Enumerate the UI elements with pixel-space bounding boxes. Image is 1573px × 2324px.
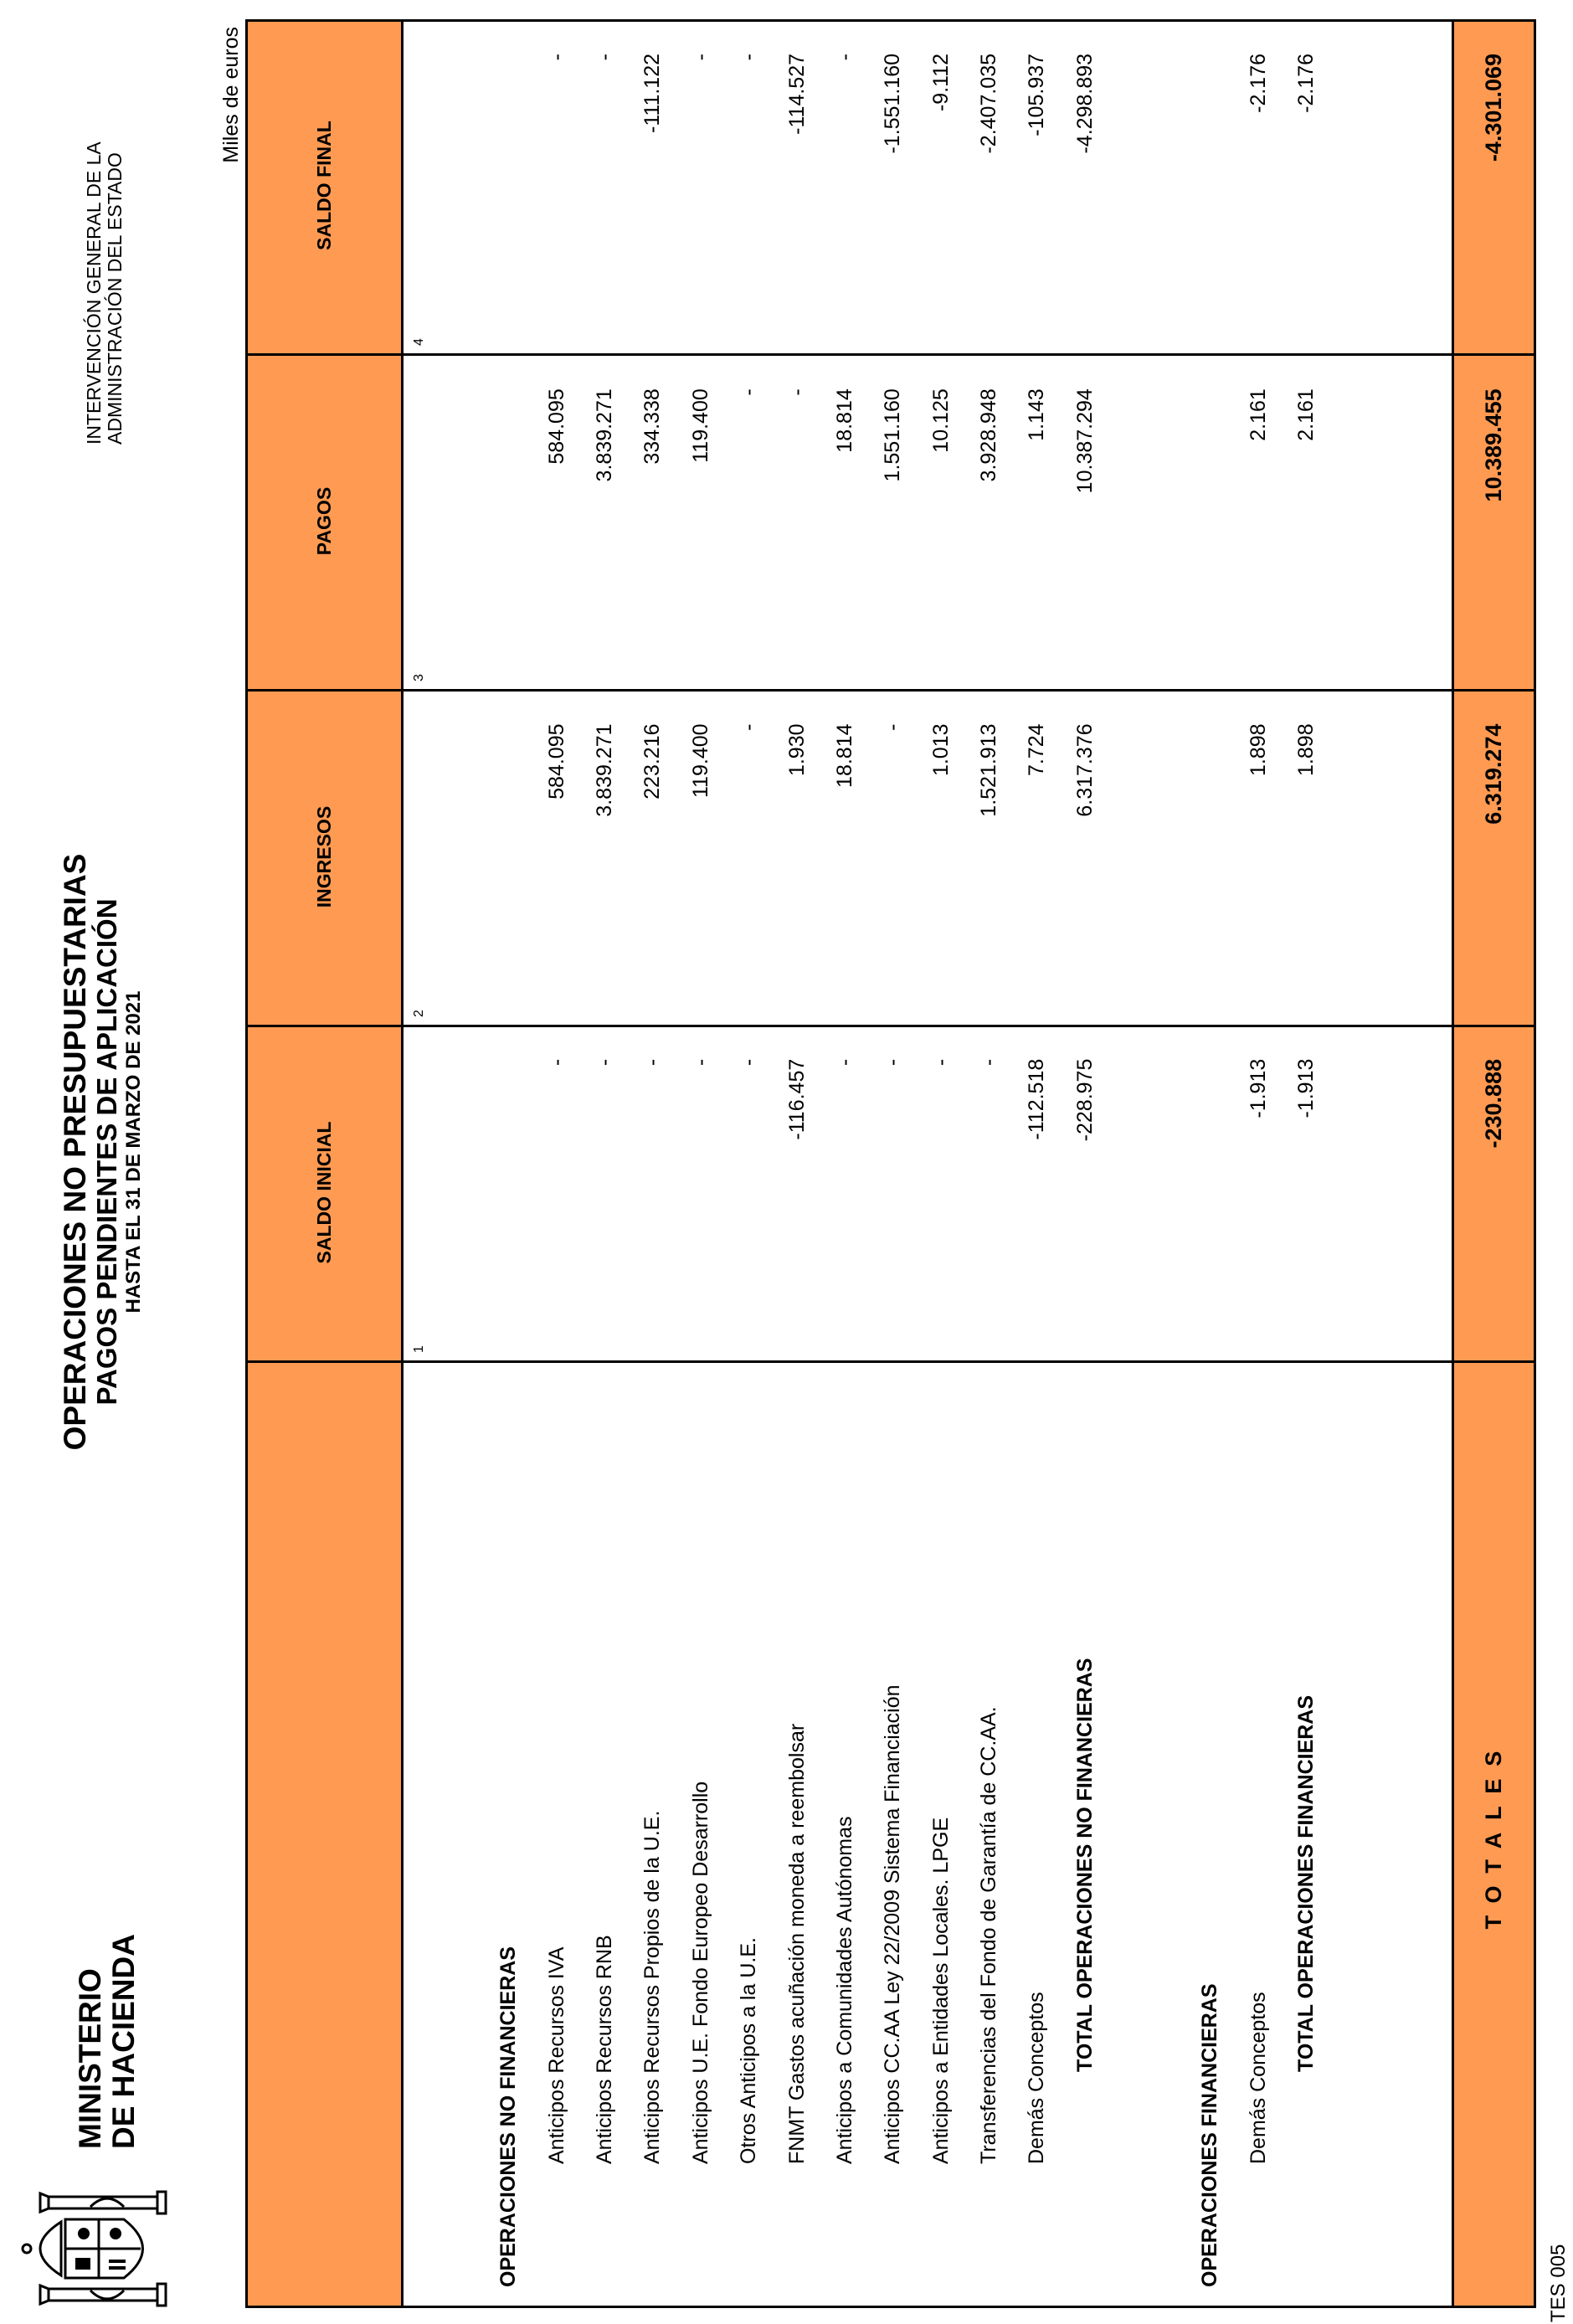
subtotal-row xyxy=(1283,22,1330,2306)
column-number: 3 xyxy=(412,674,426,681)
table-row xyxy=(1234,22,1282,2306)
row-label: Anticipos Recursos IVA xyxy=(544,1946,568,2164)
row-label: Anticipos a Comunidades Autónomas xyxy=(832,1816,856,2164)
column-header: PAGOS xyxy=(313,486,335,556)
cell-pagos: - xyxy=(784,388,809,396)
row-label: OPERACIONES NO FINANCIERAS xyxy=(496,1946,521,2287)
cell-pagos: 2.161 xyxy=(1246,388,1270,441)
cell-saldo-inicial: -228.975 xyxy=(1072,1058,1097,1142)
cell-saldo-inicial: -1.913 xyxy=(1246,1058,1270,1118)
cell-saldo-final: -105.937 xyxy=(1025,53,1049,136)
totals-label: TOTALES xyxy=(1481,1738,1506,1930)
cell-saldo-final: - xyxy=(737,53,761,61)
cell-saldo-inicial: - xyxy=(928,1058,953,1067)
report-titles xyxy=(59,733,146,1571)
cell-pagos: 3.839.271 xyxy=(592,388,616,482)
report-subtitle: PAGOS PENDIENTES DE APLICACIÓN xyxy=(91,898,122,1406)
row-label: Anticipos Recursos RNB xyxy=(592,1935,616,2164)
table-row xyxy=(821,22,869,2306)
table-row xyxy=(965,22,1013,2306)
report-date: HASTA EL 31 DE MARZO DE 2021 xyxy=(122,990,145,1314)
column-header: SALDO INICIAL xyxy=(313,1121,335,1264)
table-row xyxy=(532,22,580,2306)
cell-pagos: 119.400 xyxy=(688,388,712,463)
section-heading-row xyxy=(1186,22,1234,2306)
row-label: Demás Conceptos xyxy=(1246,1992,1270,2164)
cell-ingresos: - xyxy=(737,723,761,731)
cell-saldo-final: - xyxy=(832,53,856,61)
cell-ingresos: 119.400 xyxy=(688,723,712,798)
cell-pagos: 3.928.948 xyxy=(977,388,1001,482)
cell-ingresos: 1.930 xyxy=(784,723,809,777)
ministry-name xyxy=(74,1934,141,2149)
cell-saldo-inicial: - xyxy=(544,1058,568,1067)
column-number: 4 xyxy=(412,338,426,346)
ministry-line-2: DE HACIENDA xyxy=(106,1934,141,2149)
cell-pagos: 10.387.294 xyxy=(1072,388,1097,494)
subtotal-row xyxy=(1062,22,1109,2306)
ministry-line-1: MINISTERIO xyxy=(73,1968,107,2149)
agency-line-1: INTERVENCIÓN GENERAL DE LA xyxy=(83,141,105,445)
cell-pagos: - xyxy=(737,388,761,396)
cell-saldo-inicial: - xyxy=(737,1058,761,1067)
column-divider xyxy=(248,353,1534,356)
cell-saldo-final: -2.176 xyxy=(1246,53,1270,113)
table-row xyxy=(581,22,629,2306)
cell-saldo-final: -111.122 xyxy=(640,53,665,133)
column-header: INGRESOS xyxy=(313,805,335,908)
cell-pagos: 334.338 xyxy=(640,388,665,465)
cell-saldo-inicial: - xyxy=(688,1058,712,1067)
cell-ingresos: 584.095 xyxy=(544,723,568,800)
data-table xyxy=(245,19,1536,2308)
coat-of-arms-icon xyxy=(15,2190,182,2307)
cell-ingresos: 3.839.271 xyxy=(592,723,616,817)
cell-ingresos: 7.724 xyxy=(1025,723,1049,777)
cell-saldo-final: -9.112 xyxy=(928,53,953,112)
column-number: 2 xyxy=(412,1010,426,1017)
row-label: Anticipos Recursos Propios de la U.E. xyxy=(640,1810,665,2164)
row-label: OPERACIONES FINANCIERAS xyxy=(1198,1983,1222,2287)
total-saldo-final: -4.301.069 xyxy=(1481,54,1506,162)
row-label: Demás Conceptos xyxy=(1025,1992,1049,2164)
row-label: TOTAL OPERACIONES NO FINANCIERAS xyxy=(1072,1658,1097,2072)
units-label: Miles de euros xyxy=(219,27,243,163)
cell-saldo-final: -1.551.160 xyxy=(881,53,905,154)
column-divider xyxy=(248,1025,1534,1027)
section-heading-row xyxy=(485,22,532,2306)
agency-name xyxy=(84,141,126,445)
column-number: 1 xyxy=(412,1345,426,1353)
cell-saldo-final: - xyxy=(544,53,568,61)
cell-pagos: 2.161 xyxy=(1294,388,1319,441)
column-divider xyxy=(248,689,1534,692)
cell-ingresos: 1.013 xyxy=(928,723,953,777)
totals-row xyxy=(1454,22,1534,2306)
table-row xyxy=(773,22,820,2306)
cell-ingresos: - xyxy=(881,723,905,731)
row-label: Transferencias del Fondo de Garantía de CC.AA. xyxy=(977,1706,1001,2164)
table-row xyxy=(629,22,676,2306)
cell-saldo-final: - xyxy=(592,53,616,61)
total-pagos: 10.389.455 xyxy=(1481,388,1506,502)
row-label: Anticipos U.E. Fondo Europeo Desarrollo xyxy=(688,1781,712,2164)
column-header: SALDO FINAL xyxy=(313,121,335,250)
cell-saldo-inicial: -116.457 xyxy=(784,1058,809,1140)
total-saldo-inicial: -230.888 xyxy=(1481,1058,1506,1149)
cell-saldo-inicial: -112.518 xyxy=(1025,1058,1049,1140)
row-label: Otros Anticipos a la U.E. xyxy=(737,1937,761,2164)
table-row xyxy=(677,22,725,2306)
cell-saldo-final: -2.407.035 xyxy=(977,53,1001,154)
table-body xyxy=(485,22,1330,2306)
cell-pagos: 10.125 xyxy=(928,388,953,453)
row-label: FNMT Gastos acuñación moneda a reembolsar xyxy=(784,1723,809,2164)
cell-saldo-final: -4.298.893 xyxy=(1072,53,1097,154)
cell-saldo-inicial: - xyxy=(881,1058,905,1067)
cell-saldo-final: -2.176 xyxy=(1294,53,1319,113)
table-row xyxy=(725,22,773,2306)
cell-saldo-inicial: - xyxy=(832,1058,856,1067)
cell-pagos: 584.095 xyxy=(544,388,568,465)
cell-saldo-final: -114.527 xyxy=(784,53,809,135)
document-code: TES 005 xyxy=(1547,2244,1570,2322)
cell-pagos: 1.143 xyxy=(1025,388,1049,441)
row-label: Anticipos a Entidades Locales. LPGE xyxy=(928,1817,953,2164)
table-row xyxy=(1013,22,1061,2306)
report-title: OPERACIONES NO PRESUPUESTARIAS xyxy=(58,853,92,1451)
cell-ingresos: 223.216 xyxy=(640,723,665,800)
cell-saldo-inicial: -1.913 xyxy=(1294,1058,1319,1118)
column-divider xyxy=(248,1360,1534,1363)
cell-ingresos: 18.814 xyxy=(832,723,856,788)
total-ingresos: 6.319.274 xyxy=(1481,723,1506,825)
agency-line-2: ADMINISTRACIÓN DEL ESTADO xyxy=(104,152,126,445)
cell-saldo-inicial: - xyxy=(977,1058,1001,1067)
table-row xyxy=(869,22,917,2306)
cell-pagos: 1.551.160 xyxy=(881,388,905,482)
cell-saldo-inicial: - xyxy=(640,1058,665,1067)
cell-pagos: 18.814 xyxy=(832,388,856,453)
cell-saldo-inicial: - xyxy=(592,1058,616,1067)
row-label: Anticipos CC.AA Ley 22/2009 Sistema Financiación xyxy=(881,1684,905,2164)
cell-ingresos: 1.898 xyxy=(1246,723,1270,777)
cell-saldo-final: - xyxy=(688,53,712,61)
cell-ingresos: 6.317.376 xyxy=(1072,723,1097,817)
row-label: TOTAL OPERACIONES FINANCIERAS xyxy=(1294,1694,1319,2072)
cell-ingresos: 1.898 xyxy=(1294,723,1319,776)
table-row xyxy=(918,22,965,2306)
cell-ingresos: 1.521.913 xyxy=(977,723,1001,817)
